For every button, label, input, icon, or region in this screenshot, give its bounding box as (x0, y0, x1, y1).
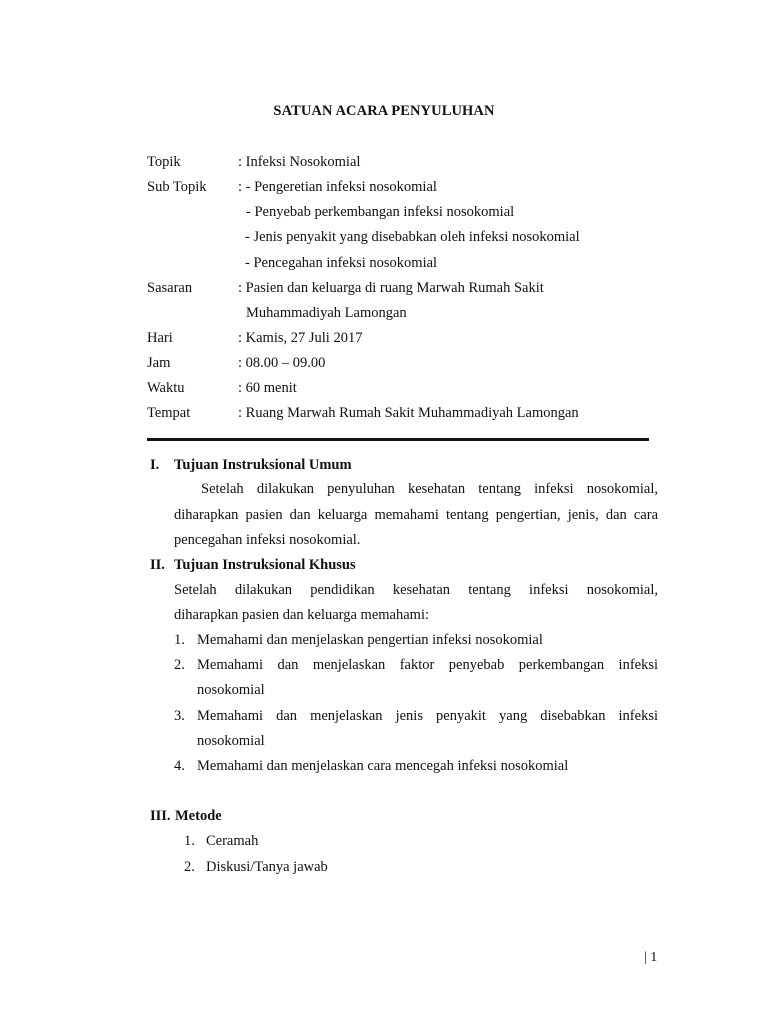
section-number: III. (150, 808, 171, 824)
subtopik-item: - Jenis penyakit yang disebabkan oleh infeksi nosokomial (245, 229, 580, 245)
paragraph-line: pencegahan infeksi nosokomial. (174, 532, 361, 548)
list-item-continued: nosokomial (197, 682, 265, 698)
info-label: Topik (147, 154, 181, 170)
list-item: Memahami dan menjelaskan jenis penyakit yang disebabkan infeksi (197, 708, 658, 724)
info-value-continued: Muhammadiyah Lamongan (246, 305, 407, 321)
document-title: SATUAN ACARA PENYULUHAN (273, 103, 495, 119)
list-number: 1. (184, 833, 195, 849)
section-heading: Tujuan Instruksional Khusus (174, 557, 356, 573)
section-heading: Tujuan Instruksional Umum (174, 457, 352, 473)
info-label: Sasaran (147, 280, 193, 296)
list-number: 3. (174, 708, 185, 724)
info-label: Jam (147, 355, 171, 371)
info-value: : - Pengeretian infeksi nosokomial (238, 179, 437, 195)
section-number: II. (150, 557, 165, 573)
list-item: Memahami dan menjelaskan pengertian infeksi nosokomial (197, 632, 543, 648)
paragraph-line: Setelah dilakukan penyuluhan kesehatan tentang infeksi nosokomial, (201, 481, 658, 497)
info-value: : 60 menit (238, 380, 297, 396)
page-number: | 1 (644, 950, 658, 965)
info-value: : Infeksi Nosokomial (238, 154, 361, 170)
section-number: I. (150, 457, 160, 473)
list-item: Memahami dan menjelaskan cara mencegah infeksi nosokomial (197, 758, 569, 774)
info-value: : Ruang Marwah Rumah Sakit Muhammadiyah Lamongan (238, 405, 579, 421)
horizontal-divider (147, 438, 649, 441)
info-label: Tempat (147, 405, 191, 421)
list-number: 1. (174, 632, 185, 648)
list-number: 2. (174, 657, 185, 673)
info-label: Sub Topik (147, 179, 207, 195)
info-label: Waktu (147, 380, 185, 396)
section-heading: Metode (175, 808, 222, 824)
paragraph-line: diharapkan pasien dan keluarga memahami tentang pengertian, jenis, dan cara (174, 507, 658, 523)
list-number: 4. (174, 758, 185, 774)
info-value: : Pasien dan keluarga di ruang Marwah Rumah Sakit (238, 280, 544, 296)
list-number: 2. (184, 859, 195, 875)
info-label: Hari (147, 330, 173, 346)
list-item: Ceramah (206, 833, 259, 849)
paragraph-line: Setelah dilakukan pendidikan kesehatan tentang infeksi nosokomial, (174, 582, 658, 598)
subtopik-item: - Penyebab perkembangan infeksi nosokomial (246, 204, 515, 220)
list-item: Memahami dan menjelaskan faktor penyebab perkembangan infeksi (197, 657, 658, 673)
list-item-continued: nosokomial (197, 733, 265, 749)
paragraph-line: diharapkan pasien dan keluarga memahami: (174, 607, 429, 623)
info-value: : 08.00 – 09.00 (238, 355, 326, 371)
list-item: Diskusi/Tanya jawab (206, 859, 328, 875)
info-value: : Kamis, 27 Juli 2017 (238, 330, 363, 346)
subtopik-item: - Pencegahan infeksi nosokomial (245, 255, 438, 271)
